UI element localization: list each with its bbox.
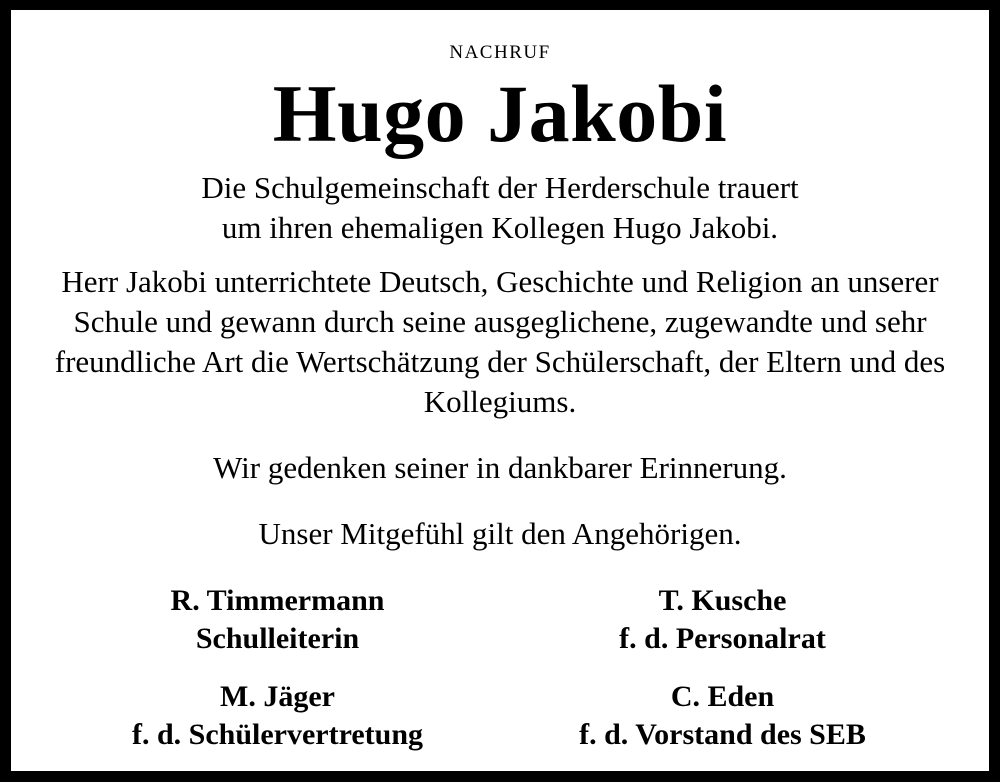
signatory-name: T. Kusche (658, 583, 787, 617)
signatory-2 (505, 582, 940, 658)
signatory-name: R. Timmermann (170, 583, 385, 617)
signatory-1 (60, 582, 495, 658)
signature-block (60, 582, 940, 754)
body-paragraph: Herr Jakobi unterrichtete Deutsch, Geschichte und Religion an unserer Schule und gewann durch seine ausgeglichene, zugewandte und sehr freundliche Art die Wertschätzung der Schülerschaft, der Eltern und des Kollegiums. (54, 263, 946, 419)
signatory-role: Schulleiterin (195, 621, 360, 655)
signatory-4 (505, 678, 940, 754)
intro-line-2: um ihren ehemaligen Kollegen Hugo Jakobi. (221, 209, 779, 245)
signatory-role: f. d. Personalrat (619, 621, 826, 655)
signatory-role: f. d. Schülervertretung (131, 718, 424, 752)
obituary-notice (11, 10, 989, 771)
signatory-3 (60, 678, 495, 754)
remembrance-line: Wir gedenken seiner in dankbarer Erinnerung. (213, 449, 787, 485)
signatory-role: f. d. Vorstand des SEB (579, 718, 866, 752)
condolence-line: Unser Mitgefühl gilt den Angehörigen. (258, 515, 742, 551)
obituary-kicker: nachruf (449, 34, 551, 64)
signatory-name: M. Jäger (220, 679, 335, 713)
signatory-name: C. Eden (670, 679, 775, 713)
intro-line-1: Die Schulgemeinschaft der Herderschule trauert (201, 169, 799, 205)
deceased-name: Hugo Jakobi (272, 68, 728, 159)
